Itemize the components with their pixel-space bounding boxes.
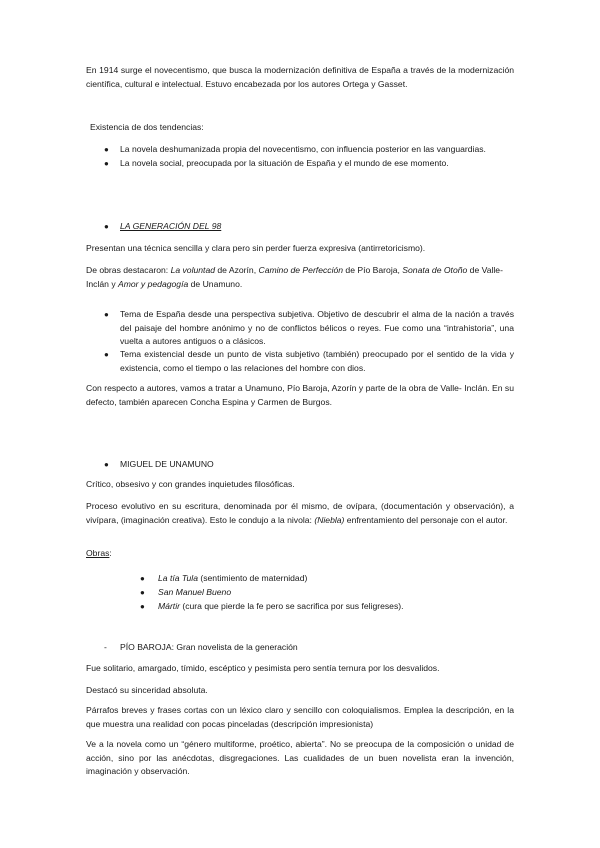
tema-item-2: Tema existencial desde un punto de vista subjetivo (también) preocupado por el sentido de la vida y existencia, como el tiempo o las relaciones del hombre con dios. bbox=[120, 349, 514, 373]
bullet-icon: ● bbox=[140, 602, 145, 611]
autores-paragraph: Con respecto a autores, vamos a tratar a Unamuno, Pío Baroja, Azorín y parte de la obra de Valle- Inclán. En su defecto, también aparecen Concha Espina y Carmen de Burgos. bbox=[86, 383, 514, 407]
baroja-heading: PÍO BAROJA: Gran novelista de la generación bbox=[120, 642, 298, 652]
baroja-p2: Destacó su sinceridad absoluta. bbox=[86, 685, 208, 695]
bullet-icon: ● bbox=[140, 588, 145, 597]
unamuno-obra-3 bbox=[158, 600, 552, 614]
tema-item-1: Tema de España desde una perspectiva subjetiva. Objetivo de descubrir el alma de la nación a través del paisaje del hombre anónimo y no de conflictos bélicos o reyes. Fue como una “intrahistoria”, una vuelta a autores antiguos o a clásicos. bbox=[120, 309, 514, 346]
gen98-heading bbox=[120, 220, 514, 234]
obra-note: (sentimiento de maternidad) bbox=[197, 573, 308, 583]
baroja-p4: Ve a la novela como un “género multiforme, proético, abierta”. No se preocupa de la composición o unidad de acción, sino por las anécdotas, disgregaciones. Las cualidades de un buen novelista eran la invención, imaginación y observación. bbox=[86, 739, 514, 776]
bullet-icon: ● bbox=[104, 222, 109, 231]
gen98-heading-text: LA GENERACIÓN DEL 98 bbox=[120, 221, 222, 231]
obra-note: (cura que pierde la fe pero se sacrifica por sus feligreses). bbox=[179, 601, 404, 611]
bullet-icon: ● bbox=[104, 159, 109, 168]
unamuno-p2-a: Proceso evolutivo en su escritura, denominada por él mismo, de ovípara, (documentación y observación), a vivípara, (imaginación creativa). Esto le condujo a la nivola: bbox=[86, 501, 514, 525]
obra-sep: de Pío Baroja, bbox=[343, 265, 403, 275]
unamuno-obra-2 bbox=[158, 586, 552, 600]
dash-bullet-icon: - bbox=[104, 642, 107, 652]
tendencias-heading: Existencia de dos tendencias: bbox=[90, 122, 204, 132]
bullet-icon: ● bbox=[104, 310, 109, 319]
obra-title: San Manuel Bueno bbox=[158, 587, 232, 597]
obra-title: Sonata de Otoño bbox=[402, 265, 468, 275]
obra-title: Camino de Perfección bbox=[258, 265, 344, 275]
obra-sep: de Azorín, bbox=[215, 265, 259, 275]
unamuno-obras-label bbox=[86, 547, 514, 561]
unamuno-obra-1 bbox=[158, 572, 552, 586]
intro-paragraph: En 1914 surge el novecentismo, que busca la modernización definitiva de España a través de la modernización científica, cultural e intelectual. Estuvo encabezada por los autores Ortega y Gasset. bbox=[86, 65, 514, 89]
obras-colon: : bbox=[109, 548, 112, 558]
obra-title: Amor y pedagogía bbox=[118, 278, 189, 289]
obra-title: Mártir bbox=[158, 601, 180, 611]
obras-label: Obras bbox=[86, 548, 110, 558]
bullet-icon: ● bbox=[104, 460, 109, 469]
unamuno-p1: Crítico, obsesivo y con grandes inquietudes filosóficas. bbox=[86, 479, 295, 489]
obra-title: La tía Tula bbox=[158, 573, 198, 583]
unamuno-p2 bbox=[86, 500, 514, 527]
tendencia-item-1: La novela deshumanizada propia del novecentismo, con influencia posterior en las vanguardias. bbox=[120, 144, 486, 154]
bullet-icon: ● bbox=[140, 574, 145, 583]
unamuno-heading: MIGUEL DE UNAMUNO bbox=[120, 459, 214, 469]
gen98-paragraph: Presentan una técnica sencilla y clara pero sin perder fuerza expresiva (antirretoricismo). bbox=[86, 243, 426, 253]
gen98-obras-paragraph bbox=[86, 264, 514, 291]
obra-sep: de Valle- Inclán y bbox=[86, 265, 503, 289]
obra-title: La voluntad bbox=[170, 265, 215, 275]
tendencia-item-2: La novela social, preocupada por la situación de España y el mundo de ese momento. bbox=[120, 158, 449, 168]
obras-prefix: De obras destacaron: bbox=[86, 265, 171, 275]
obra-sep: de Unamuno. bbox=[188, 278, 243, 289]
niebla-title: (Niebla) bbox=[314, 514, 345, 525]
baroja-p1: Fue solitario, amargado, tímido, escéptico y pesimista pero sentía ternura por los desvalidos. bbox=[86, 663, 440, 673]
bullet-icon: ● bbox=[104, 350, 109, 359]
unamuno-p2-b: enfrentamiento del personaje con el autor. bbox=[344, 514, 508, 525]
bullet-icon: ● bbox=[104, 145, 109, 154]
baroja-p3: Párrafos breves y frases cortas con un léxico claro y sencillo con coloquialismos. Emplea la descripción, en la que muestra una realidad con pocas pinceladas (descripción impresionista) bbox=[86, 705, 514, 729]
